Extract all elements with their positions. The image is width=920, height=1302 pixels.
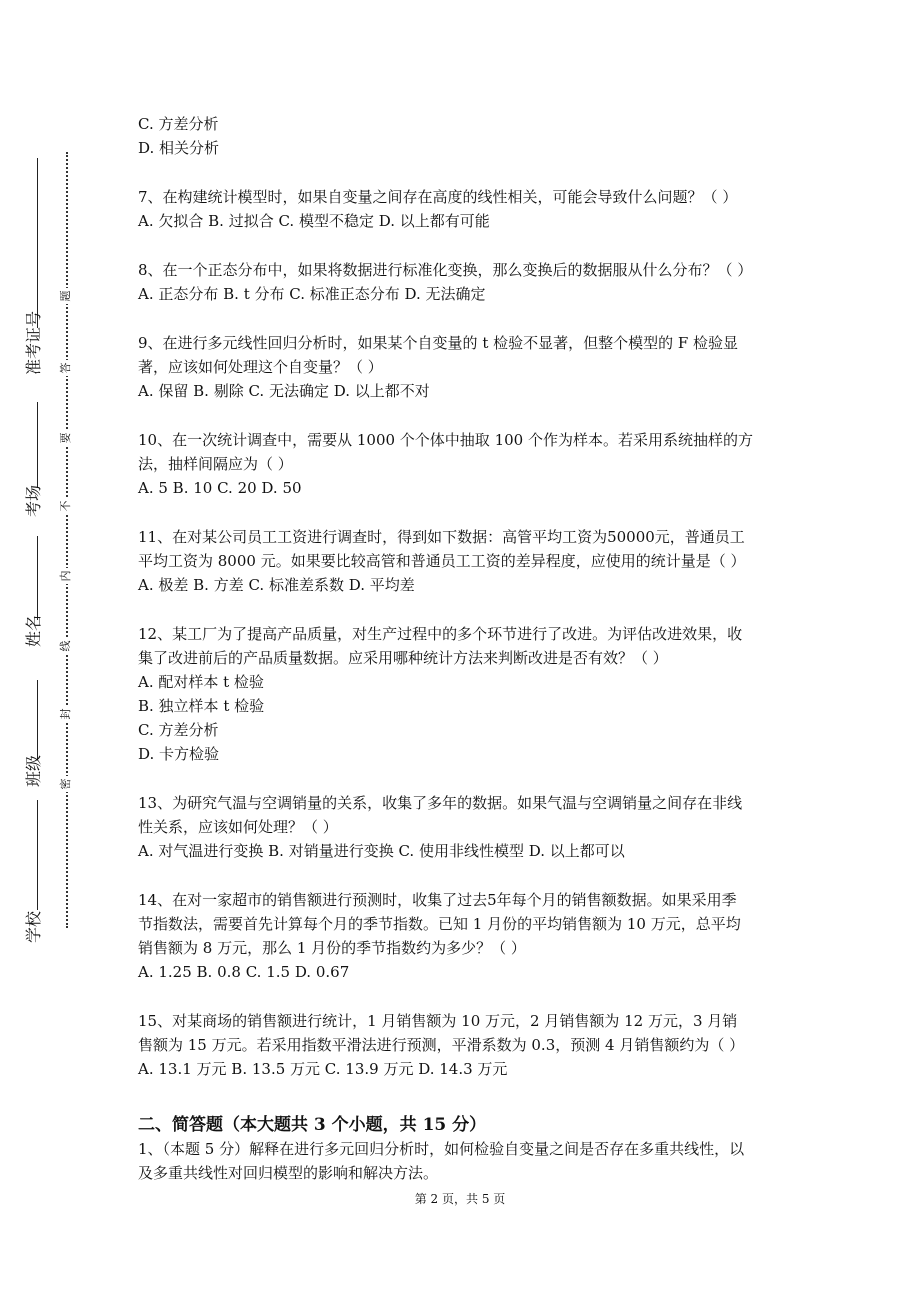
seal-char: 密: [60, 776, 72, 792]
question-text: 性关系，应该如何处理？（ ）: [138, 818, 338, 836]
admission-number-label: 准考证号: [24, 310, 43, 375]
question-text: 7、在构建统计模型时，如果自变量之间存在高度的线性相关，可能会导致什么问题？（ ）: [138, 188, 738, 206]
question-text: 9、在进行多元线性回归分析时，如果某个自变量的 t 检验不显著，但整个模型的 F 检验显: [138, 334, 739, 352]
option-line: C. 方差分析: [138, 115, 219, 133]
question-14: [138, 888, 802, 984]
question-11: [138, 525, 802, 597]
question-text: 法，抽样间隔应为（ ）: [138, 455, 293, 473]
option-line: A. 极差 B. 方差 C. 标准差系数 D. 平均差: [138, 576, 415, 594]
question-text: 销售额为 8 万元，那么 1 月份的季节指数约为多少？（ ）: [138, 939, 526, 957]
name-label: 姓名: [24, 614, 43, 647]
exam-room-label: 考场: [24, 484, 43, 517]
option-line: B. 独立样本 t 检验: [138, 697, 265, 715]
seal-dotted-line: [66, 152, 68, 928]
question-text: 15、对某商场的销售额进行统计，1 月销售额为 10 万元，2 月销售额为 12 万元，3 月销: [138, 1012, 738, 1030]
option-line: C. 方差分析: [138, 721, 219, 739]
option-line: A. 保留 B. 剔除 C. 无法确定 D. 以上都不对: [138, 382, 430, 400]
option-line: A. 对气温进行变换 B. 对销量进行变换 C. 使用非线性模型 D. 以上都可以: [138, 842, 625, 860]
id-blank-line: [37, 158, 38, 328]
name-blank-line: [37, 536, 38, 620]
question-text: 11、在对某公司员工工资进行调查时，得到如下数据：高管平均工资为50000元，普通员工: [138, 528, 745, 546]
option-line: A. 正态分布 B. t 分布 C. 标准正态分布 D. 无法确定: [138, 285, 486, 303]
question-12: [138, 622, 802, 766]
question-text: 节指数法，需要首先计算每个月的季节指数。已知 1 月份的平均销售额为 10 万元，总平均: [138, 915, 741, 933]
question-15: [138, 1009, 802, 1081]
question-9: [138, 331, 802, 403]
option-line: A. 5 B. 10 C. 20 D. 50: [138, 479, 302, 497]
seal-char: 答: [60, 360, 72, 376]
option-line: A. 欠拟合 B. 过拟合 C. 模型不稳定 D. 以上都有可能: [138, 212, 490, 230]
seal-char: 封: [60, 706, 72, 722]
question-10: [138, 428, 802, 500]
option-line: A. 1.25 B. 0.8 C. 1.5 D. 0.67: [138, 963, 350, 981]
option-line: D. 相关分析: [138, 139, 220, 157]
question-text: 及多重共线性对回归模型的影响和解决方法。: [138, 1164, 439, 1182]
question-text: 1、（本题 5 分）解释在进行多元回归分析时，如何检验自变量之间是否存在多重共线性，以: [138, 1140, 745, 1158]
page-number: 第 2 页，共 5 页: [414, 1192, 506, 1206]
question-text: 售额为 15 万元。若采用指数平滑法进行预测，平滑系数为 0.3，预测 4 月销售额约为（ ）: [138, 1036, 745, 1054]
class-label: 班级: [24, 754, 43, 787]
question-7: [138, 185, 802, 233]
question-8: [138, 258, 802, 306]
question-text: 14、在对一家超市的销售额进行预测时，收集了过去5年每个月的销售额数据。如果采用季: [138, 891, 737, 909]
seal-char: 线: [60, 638, 72, 654]
question-text: 著，应该如何处理这个自变量？（ ）: [138, 358, 383, 376]
class-blank-line: [37, 680, 38, 760]
seal-char: 题: [60, 288, 72, 304]
exam-content: [138, 112, 802, 1185]
section-title: 二、简答题（本大题共 3 个小题，共 15 分）: [138, 1115, 487, 1135]
school-label: 学校: [24, 910, 43, 943]
question-text: 12、某工厂为了提高产品质量，对生产过程中的多个环节进行了改进。为评估改进效果，收: [138, 625, 743, 643]
option-line: D. 卡方检验: [138, 745, 220, 763]
question-13: [138, 791, 802, 863]
room-blank-line: [37, 402, 38, 488]
question-text: 8、在一个正态分布中，如果将数据进行标准化变换，那么变换后的数据服从什么分布？（ ）: [138, 261, 753, 279]
question-text: 平均工资为 8000 元。如果要比较高管和普通员工工资的差异程度，应使用的统计量是（ ）: [138, 552, 746, 570]
seal-char: 内: [60, 568, 72, 584]
section-2: [138, 1113, 802, 1185]
seal-char: 不: [60, 498, 72, 514]
seal-char: 要: [60, 430, 72, 446]
question-text: 集了改进前后的产品质量数据。应采用哪种统计方法来判断改进是否有效？（ ）: [138, 649, 668, 667]
option-line: A. 配对样本 t 检验: [138, 673, 264, 691]
option-line: A. 13.1 万元 B. 13.5 万元 C. 13.9 万元 D. 14.3 万元: [138, 1060, 508, 1078]
question-text: 13、为研究气温与空调销量的关系，收集了多年的数据。如果气温与空调销量之间存在非线: [138, 794, 743, 812]
question-text: 10、在一次统计调查中，需要从 1000 个个体中抽取 100 个作为样本。若采用系统抽样的方: [138, 431, 753, 449]
school-blank-line: [37, 800, 38, 910]
